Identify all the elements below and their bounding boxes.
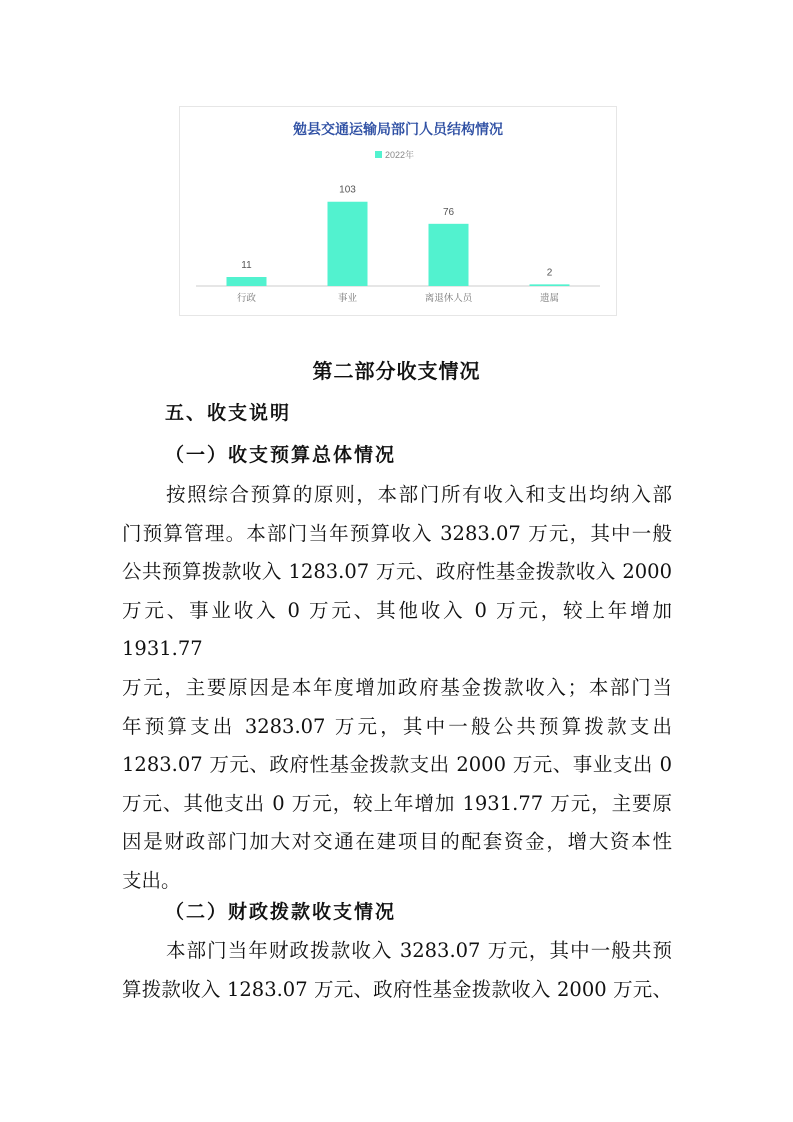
paragraph-line: 万元、其他支出 0 万元，较上年增加 1931.77 万元，主要原	[122, 791, 672, 815]
legend-swatch	[375, 151, 382, 158]
section-title: 第二部分收支情况	[312, 359, 481, 383]
paragraph-line: 支出。	[122, 868, 181, 892]
data-label-2: 76	[442, 206, 455, 218]
bar-chart-svg	[180, 107, 616, 315]
bar-1	[328, 202, 368, 286]
legend-label: 2022年	[385, 150, 415, 160]
fiscal-appropriation-paragraph	[122, 932, 672, 1009]
paragraph-line: 万元、事业收入 0 万元、其他收入 0 万元，较上年增加 1931.77	[122, 598, 672, 661]
subheading-fiscal-appropriation: （二）财政拨款收支情况	[165, 901, 397, 923]
paragraph-line: 算拨款收入 1283.07 万元、政府性基金拨款收入 2000 万元、	[122, 977, 672, 1001]
paragraph-line: 年预算支出 3283.07 万元，其中一般公共预算拨款支出	[122, 714, 672, 738]
bar-3	[530, 284, 570, 286]
paragraph-line: 因是财政部门加大对交通在建项目的配套资金，增大资本性	[122, 830, 672, 854]
paragraph-line: 本部门当年财政拨款收入 3283.07 万元，其中一般共预	[166, 939, 672, 962]
chart-title: 勉县交通运输局部门人员结构情况	[293, 121, 503, 137]
category-label-1: 事业	[337, 293, 358, 304]
subheading-budget-overview: （一）收支预算总体情况	[165, 444, 397, 466]
data-label-1: 103	[339, 184, 356, 196]
paragraph-line: 1283.07 万元、政府性基金拨款支出 2000 万元、事业支出 0	[122, 753, 672, 777]
paragraph-line: 公共预算拨款收入 1283.07 万元、政府性基金拨款收入 2000	[122, 560, 672, 584]
category-label-3: 遗属	[539, 293, 560, 304]
staff-structure-chart	[179, 106, 617, 316]
category-label-0: 行政	[236, 293, 257, 304]
budget-overview-paragraph	[122, 476, 672, 901]
bar-0	[227, 277, 267, 286]
data-label-0: 11	[241, 260, 252, 271]
heading-five: 五、收支说明	[165, 402, 292, 424]
data-label-3: 2	[546, 267, 553, 279]
bar-2	[429, 224, 469, 286]
paragraph-line: 万元，主要原因是本年度增加政府基金拨款收入；本部门当	[122, 675, 672, 699]
paragraph-line: 门预算管理。本部门当年预算收入 3283.07 万元，其中一般	[122, 521, 672, 545]
paragraph-line: 按照综合预算的原则，本部门所有收入和支出均纳入部	[166, 483, 672, 506]
category-label-2: 离退休人员	[424, 293, 473, 304]
